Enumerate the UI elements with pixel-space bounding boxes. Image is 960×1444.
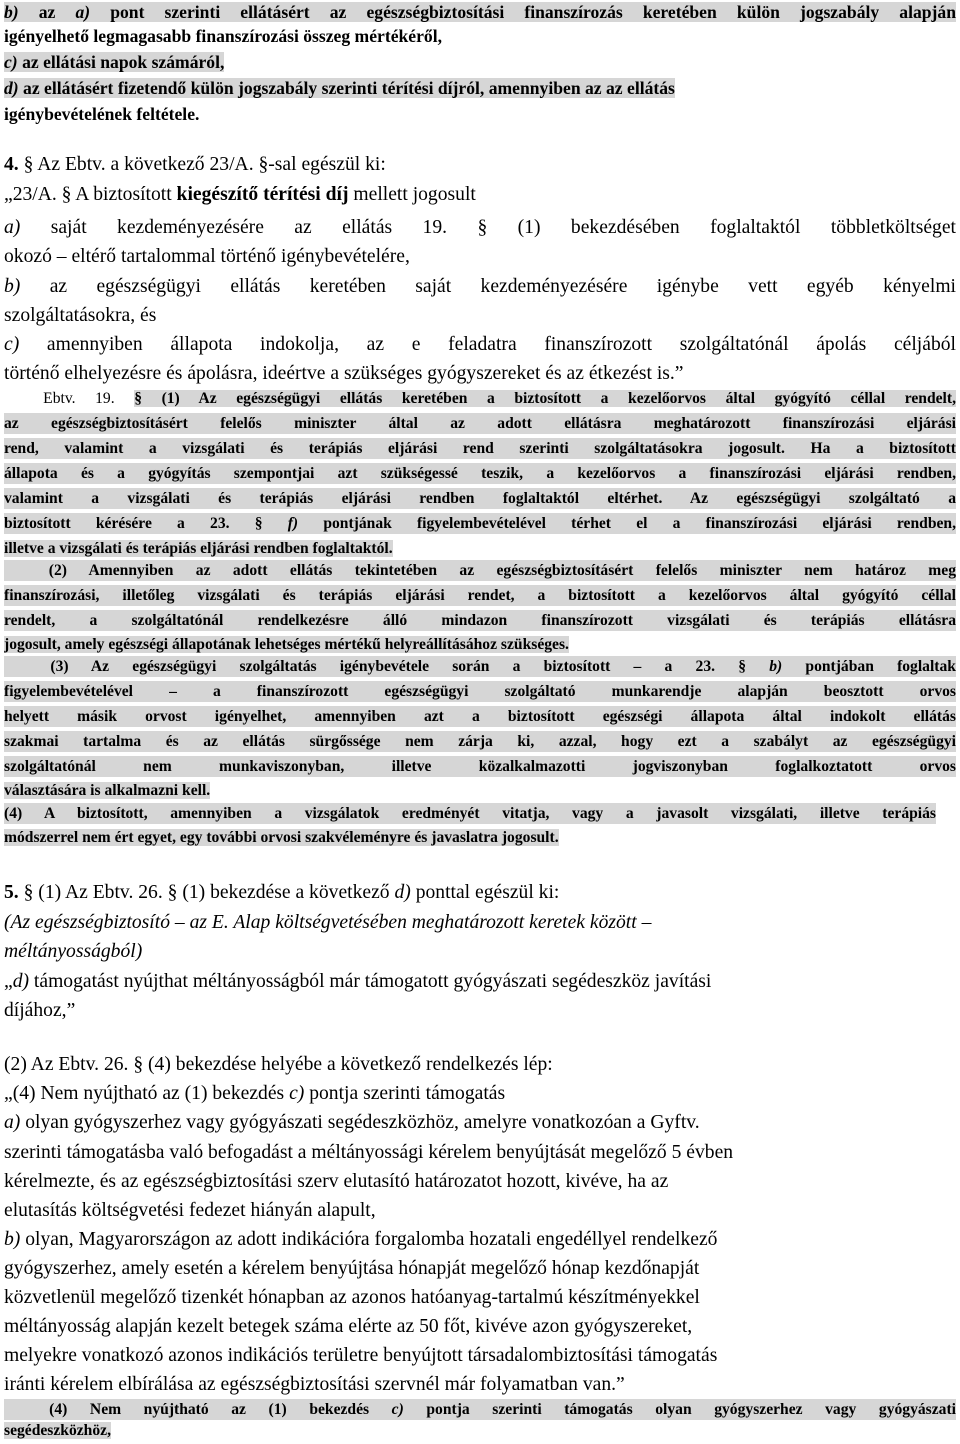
quoted-law-line: illetve a vizsgálati és terápiás eljárási rendben foglaltaktól. (4, 540, 393, 557)
quoted-law-line: (3) Az egészségügyi szolgáltatás igénybevétele során a biztosított – a 23. § b) pontjában foglaltak (4, 658, 956, 675)
quoted-law-line: rend, valamint a vizsgálati és terápiás eljárási rend szerinti szolgáltatásokra jogosult. Ha a biztosított (4, 440, 956, 457)
quoted-law-line: (2) Amennyiben az adott ellátás tekintetében az egészségbiztosításért felelős miniszter nem határoz meg (4, 562, 956, 579)
quoted-law-line: az egészségbiztosításért felelős miniszter által az adott ellátásra meghatározott finanszírozási eljárási (4, 415, 956, 432)
text-line: igényelhető legmagasabb finanszírozási összeg mértékéről, (4, 26, 442, 46)
quoted-law-line: valamint a vizsgálati és terápiás eljárási rendben foglaltaktól eltérhet. Az egészségügyi szolgáltató a (4, 490, 956, 507)
quoted-law-line: finanszírozási, illetőleg vizsgálati és terápiás eljárási rendet, a biztosított a kezelőorvos által gyógyító céllal (4, 587, 956, 604)
quoted-law-line: Ebtv. 19. § (1) Az egészségügyi ellátás keretében a biztosított a kezelőorvos által gyógyító céllal rendelt, (4, 390, 956, 407)
text-line: b) az a) pont szerinti ellátásért az egészségbiztosítási finanszírozás keretében külön jogszabály alapján (4, 2, 956, 22)
text-line: díjához,” (4, 1000, 76, 1021)
quoted-law-line: segédeszközhöz, (4, 1422, 111, 1439)
text-line: szolgáltatásokra, és (4, 305, 157, 326)
text-line: iránti kérelem elbírálása az egészségbiztosítási szervnél már folyamatban van.” (4, 1374, 625, 1395)
section-heading: 4. § Az Ebtv. a következő 23/A. §-sal egészül ki: (4, 154, 386, 175)
quoted-law-line: szolgáltatónál nem munkaviszonyban, illetve közalkalmazotti jogviszonyban foglalkoztatott orvos (4, 758, 956, 775)
text-line: „(4) Nem nyújtható az (1) bekezdés c) pontja szerinti támogatás (4, 1083, 506, 1104)
quoted-law-line: rendelt, a szolgáltatónál rendelkezésre álló mindazon finanszírozott vizsgálati és terápiás ellátásra (4, 612, 956, 629)
text-line: b) olyan, Magyarországon az adott indikációra forgalomba hozatali engedéllyel rendelkező (4, 1229, 718, 1250)
text-line: igénybevételének feltétele. (4, 104, 200, 124)
text-line: szerinti támogatásba való befogadást a méltányossági kérelem benyújtását megelőző 5 évben (4, 1142, 734, 1163)
text-line: c) amennyiben állapota indokolja, az e feladatra finanszírozott szolgáltatónál ápolás céljából (4, 334, 956, 355)
quoted-law-line: biztosított kérésére a 23. § f) pontjának figyelembevételével térhet el a finanszírozási eljárási rendben, (4, 515, 956, 532)
text-line: a) olyan gyógyszerhez vagy gyógyászati segédeszközhöz, amelyre vonatkozóan a Gyftv. (4, 1112, 700, 1133)
text-line: elutasítás költségvetési fedezet hiányán alapult, (4, 1200, 376, 1221)
quoted-law-line: szakmai tartalma és az ellátás sürgőssége nem zárja ki, azzal, hogy ezt a szabályt az egészségügyi (4, 733, 956, 750)
text-line: a) saját kezdeményezésére az ellátás 19. § (1) bekezdésében foglaltaktól többletköltséget (4, 217, 956, 238)
quoted-law-line: állapota és a gyógyítás szempontjai azt szükségessé teszik, a kezelőorvos a finanszírozási eljárási rendben, (4, 465, 956, 482)
quoted-law-line: módszerrel nem ért egyet, egy további orvosi szakvéleményre és javaslatra jogosult. (4, 829, 559, 846)
quoted-law-line: választására is alkalmazni kell. (4, 782, 211, 799)
quoted-law-line: jogosult, amely egészségi állapotának lehetséges mértékű helyreállításához szükséges. (4, 636, 569, 653)
text-line: b) az egészségügyi ellátás keretében saját kezdeményezésére igénybe vett egyéb kényelmi (4, 276, 956, 297)
text-line: méltányosság alapján kezelt betegek száma elérte az 50 főt, kivéve azon gyógyszereket, (4, 1316, 693, 1337)
text-line: melyekre vonatkozó azonos indikációs területre benyújtott társadalombiztosítási támogatás (4, 1345, 718, 1366)
text-line: „d) támogatást nyújthat méltányosságból már támogatott gyógyászati segédeszköz javítási (4, 971, 712, 992)
text-line: kérelmezte, és az egészségbiztosítási szerv elutasító határozatot hozott, kivéve, ha az (4, 1171, 669, 1192)
text-line: c) az ellátási napok számáról, (4, 52, 225, 72)
text-line: gyógyszerhez, amely esetén a kérelem benyújtása hónapját megelőző hónap kezdőnapját (4, 1258, 700, 1279)
text-line: d) az ellátásért fizetendő külön jogszabály szerinti térítési díjról, amennyiben az az ellátás (4, 78, 675, 98)
text-line: méltányosságból) (4, 941, 143, 962)
quoted-law-line: helyett másik orvost igényelhet, amennyiben azt a biztosított egészségi állapota által indokolt ellátás (4, 708, 956, 725)
quoted-law-line: (4) Nem nyújtható az (1) bekezdés c) pontja szerinti támogatás olyan gyógyszerhez vagy gyógyászati (4, 1401, 956, 1418)
quoted-law-line: (4) A biztosított, amennyiben a vizsgálatok eredményét vitatja, vagy a javasolt vizsgálati, illetve terápiás (4, 805, 936, 822)
text-line: okozó – eltérő tartalommal történő igénybevételére, (4, 246, 410, 267)
text-line: (Az egészségbiztosító – az E. Alap költségvetésében meghatározott keretek között – (4, 912, 652, 933)
text-line: történő elhelyezésre és ápolásra, ideértve a szükséges gyógyszereket és az étkezést is.” (4, 363, 684, 384)
text-line: közvetlenül megelőző tizenkét hónapban az azonos hatóanyag-tartalmú készítményekkel (4, 1287, 700, 1308)
quoted-law-line: figyelembevételével – a finanszírozott egészségügyi szolgáltató munkarendje alapján beosztott orvos (4, 683, 956, 700)
section-heading: 5. § (1) Az Ebtv. 26. § (1) bekezdése a következő d) ponttal egészül ki: (4, 882, 560, 903)
text-line: (2) Az Ebtv. 26. § (4) bekezdése helyébe a következő rendelkezés lép: (4, 1054, 553, 1075)
text-line: „23/A. § A biztosított kiegészítő térítési díj mellett jogosult (4, 184, 476, 205)
